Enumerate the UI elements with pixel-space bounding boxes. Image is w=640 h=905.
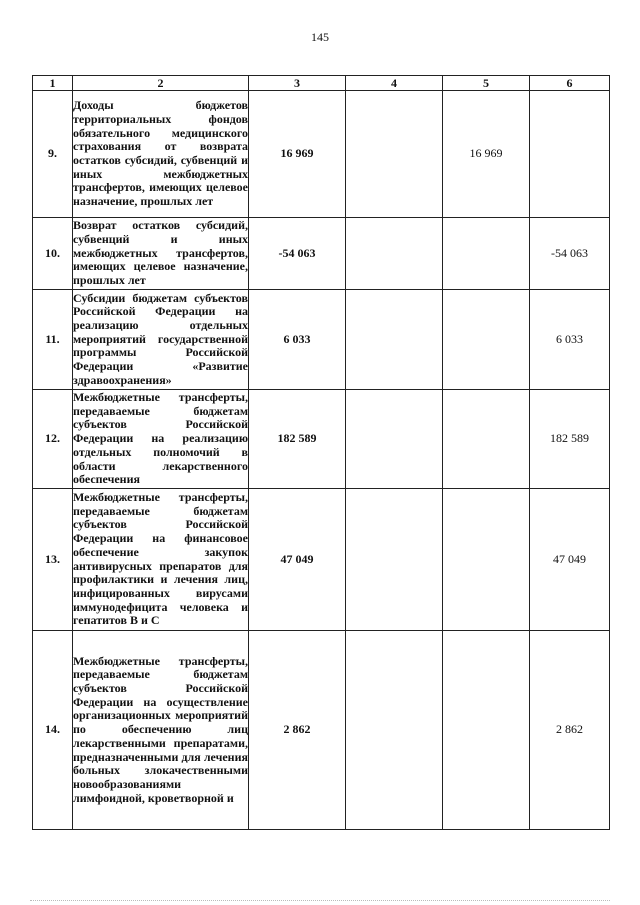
row-col5-value: [443, 390, 530, 489]
header-col-6: 6: [530, 76, 610, 91]
row-number: 12.: [33, 390, 73, 489]
row-col3-value: 6 033: [249, 290, 346, 390]
header-col-1: 1: [33, 76, 73, 91]
header-col-5: 5: [443, 76, 530, 91]
row-col6-value: [530, 91, 610, 218]
row-number: 13.: [33, 489, 73, 631]
row-description: Межбюджетные трансферты, передаваемые бюджетам субъектов Российской Федерации на осуществление организационных мероприятий по обеспечению лиц лекарственными препаратами, предназначенными для лечения больных злокачественными новообразованиями лимфоидной, кроветворной и: [73, 631, 249, 830]
row-col3-value: 16 969: [249, 91, 346, 218]
header-col-4: 4: [346, 76, 443, 91]
row-col5-value: [443, 218, 530, 290]
row-description: Межбюджетные трансферты, передаваемые бюджетам субъектов Российской Федерации на реализацию отдельных полномочий в области лекарственного обеспечения: [73, 390, 249, 489]
row-number: 11.: [33, 290, 73, 390]
row-col4-value: [346, 489, 443, 631]
row-col5-value: [443, 489, 530, 631]
header-row: [33, 76, 610, 91]
row-number: 10.: [33, 218, 73, 290]
page-number: 145: [311, 30, 329, 44]
row-col6-value: 47 049: [530, 489, 610, 631]
row-col5-value: 16 969: [443, 91, 530, 218]
row-col4-value: [346, 390, 443, 489]
row-col3-value: 2 862: [249, 631, 346, 830]
row-col5-value: [443, 290, 530, 390]
table-row: [33, 91, 610, 218]
budget-table: [32, 75, 610, 830]
scan-edge-divider: [30, 900, 610, 902]
table-row: [33, 631, 610, 830]
row-col3-value: 182 589: [249, 390, 346, 489]
row-number: 14.: [33, 631, 73, 830]
row-description: Возврат остатков субсидий, субвенций и иных межбюджетных трансфертов, имеющих целевое назначение, прошлых лет: [73, 218, 249, 290]
row-col6-value: 182 589: [530, 390, 610, 489]
row-description: Субсидии бюджетам субъектов Российской Федерации на реализацию отдельных мероприятий государственной программы Российской Федерации «Развитие здравоохранения»: [73, 290, 249, 390]
row-col3-value: -54 063: [249, 218, 346, 290]
table-row: [33, 489, 610, 631]
table-row: [33, 290, 610, 390]
row-col5-value: [443, 631, 530, 830]
row-number: 9.: [33, 91, 73, 218]
row-col6-value: 6 033: [530, 290, 610, 390]
row-col4-value: [346, 290, 443, 390]
table-row: [33, 390, 610, 489]
row-col3-value: 47 049: [249, 489, 346, 631]
row-col6-value: -54 063: [530, 218, 610, 290]
row-col4-value: [346, 631, 443, 830]
row-description: Доходы бюджетов территориальных фондов обязательного медицинского страхования от возврата остатков субсидий, субвенций и иных межбюджетных трансфертов, имеющих целевое назначение, прошлых лет: [73, 91, 249, 218]
row-col6-value: 2 862: [530, 631, 610, 830]
row-col4-value: [346, 91, 443, 218]
row-col4-value: [346, 218, 443, 290]
header-col-2: 2: [73, 76, 249, 91]
row-description: Межбюджетные трансферты, передаваемые бюджетам субъектов Российской Федерации на финансовое обеспечение закупок антивирусных препаратов для профилактики и лечения лиц, инфицированных вирусами иммунодефицита человека и гепатитов В и С: [73, 489, 249, 631]
table-row: [33, 218, 610, 290]
header-col-3: 3: [249, 76, 346, 91]
